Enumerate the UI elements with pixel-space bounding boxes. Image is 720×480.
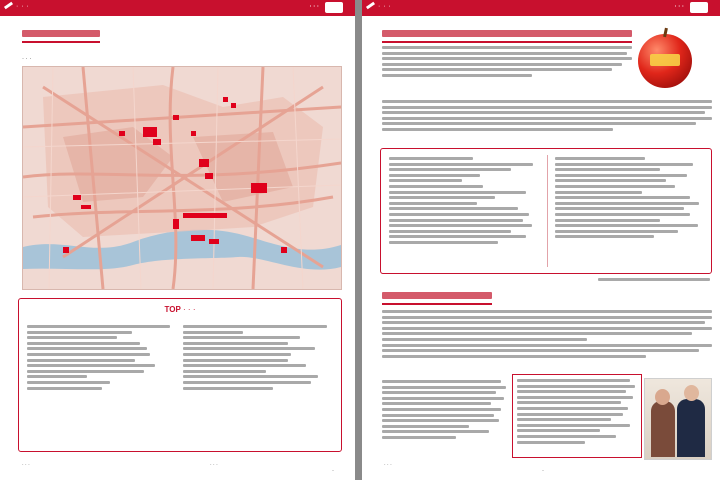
city-map	[22, 66, 342, 290]
top-places-list-left	[27, 325, 177, 392]
header-brand: · · ·	[309, 4, 319, 10]
right-footer-text: · · ·	[384, 462, 392, 468]
right-body-paragraph	[382, 310, 712, 360]
apple-stem-icon	[663, 28, 668, 37]
right-page-header	[362, 0, 720, 16]
right-page	[362, 0, 720, 480]
map-marker	[73, 195, 81, 200]
info-box	[380, 148, 712, 274]
photo-person-man	[677, 399, 705, 457]
left-section-title	[22, 30, 100, 43]
top-places-title-strong: TOP	[164, 305, 181, 314]
top-places-list-right	[183, 325, 333, 392]
map-marker	[119, 131, 125, 136]
info-box-right-list	[555, 157, 705, 241]
left-footer-right-text: · · ·	[210, 462, 218, 468]
spread-gutter	[355, 0, 362, 480]
header-rubric: · · ·	[16, 3, 30, 10]
map-marker	[183, 213, 227, 218]
right-second-paragraph	[382, 100, 712, 134]
map-marker	[231, 103, 236, 108]
top-places-box	[18, 298, 342, 452]
map-marker	[63, 247, 69, 253]
top-places-title-rest: · · ·	[183, 305, 196, 314]
left-page-header	[0, 0, 355, 16]
apple-icon	[638, 34, 692, 88]
map-marker	[81, 205, 91, 209]
map-marker	[199, 159, 209, 167]
left-footer-text: · · ·	[22, 462, 30, 468]
map-caption: · · ·	[22, 56, 32, 62]
left-page	[0, 0, 355, 480]
quote-frame-text	[517, 379, 635, 446]
city-map-graphic	[23, 67, 341, 289]
photo-person-woman	[651, 401, 675, 457]
map-marker	[205, 173, 213, 179]
quote-frame	[512, 374, 642, 458]
map-marker	[173, 115, 179, 120]
pencil-icon	[4, 2, 13, 10]
map-marker	[251, 183, 267, 193]
map-marker	[173, 219, 179, 229]
info-box-divider	[547, 155, 548, 267]
map-marker	[143, 127, 157, 137]
top-places-title	[19, 305, 341, 314]
map-marker	[209, 239, 219, 244]
photo-person-woman-head	[655, 389, 670, 405]
pencil-icon	[366, 2, 375, 10]
right-section-title-top	[382, 30, 632, 43]
apple-label-icon	[650, 54, 680, 66]
map-marker	[281, 247, 287, 253]
couple-photo	[644, 378, 712, 460]
right-section-title-bottom	[382, 292, 492, 305]
magazine-logo-icon	[325, 2, 343, 13]
info-box-left-list	[389, 157, 541, 247]
map-marker	[191, 131, 196, 136]
map-marker	[223, 97, 228, 102]
right-intro-paragraph	[382, 46, 632, 80]
map-marker	[153, 139, 161, 145]
right-column-text	[382, 380, 506, 442]
header-rubric: · · ·	[378, 3, 392, 10]
right-page-number: ·	[542, 468, 544, 474]
map-marker	[191, 235, 205, 241]
left-page-number: ·	[332, 468, 334, 474]
magazine-logo-icon	[690, 2, 708, 13]
info-box-caption	[598, 278, 710, 284]
header-brand: · · ·	[674, 4, 684, 10]
photo-person-man-head	[684, 385, 699, 401]
